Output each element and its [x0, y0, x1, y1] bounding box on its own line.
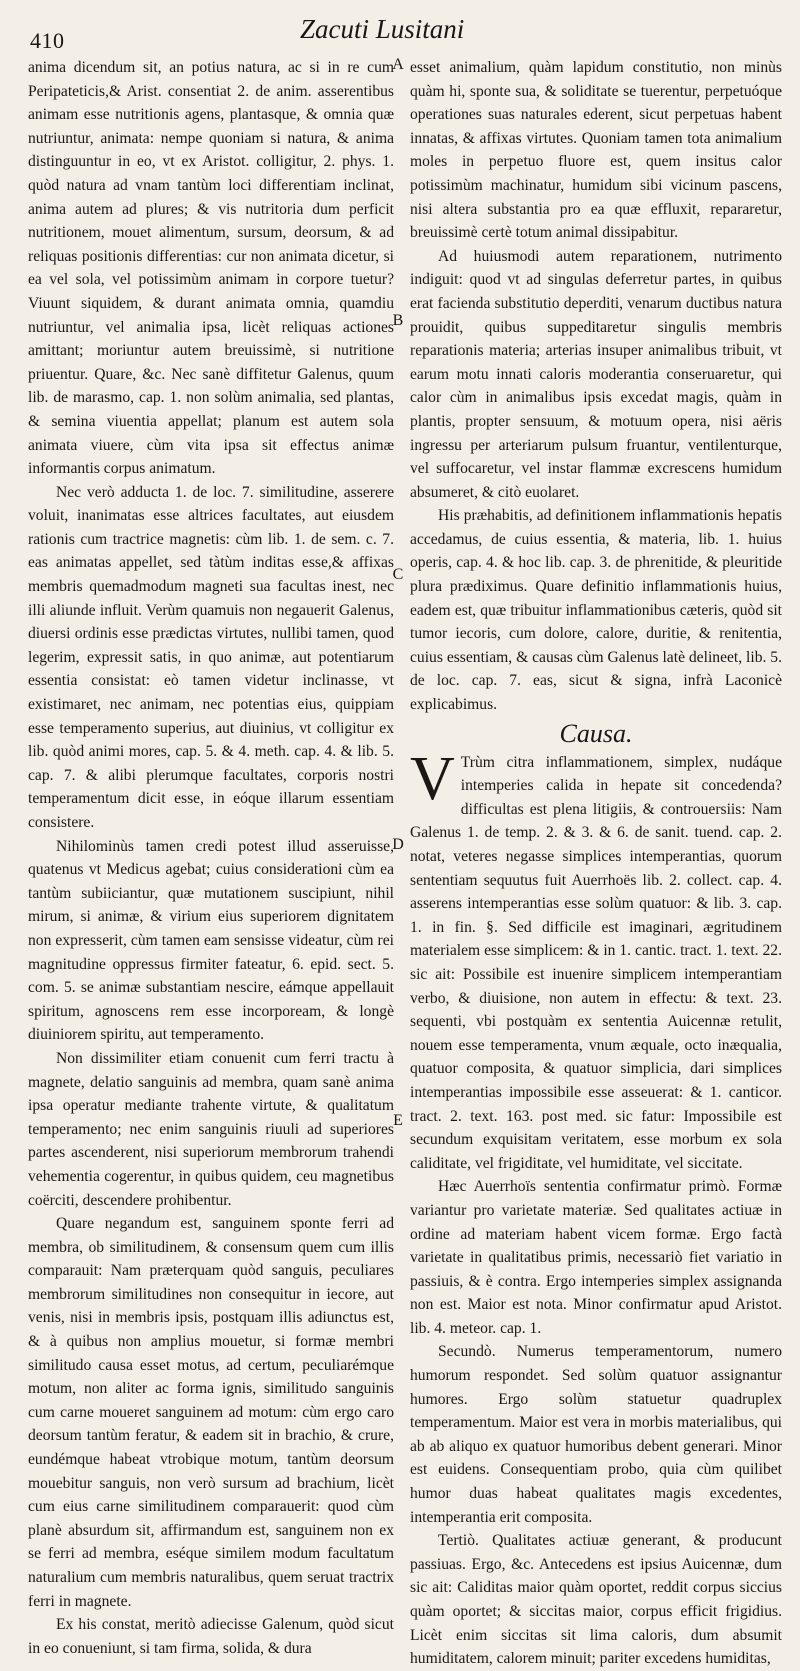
page-number: 410	[30, 28, 65, 53]
margin-marker-b: B	[392, 312, 404, 329]
margin-marker-d: D	[392, 836, 404, 853]
margin-marker-c: C	[392, 566, 404, 583]
dropcap: V	[410, 744, 455, 813]
paragraph: Secundò. Numerus temperamentorum, numero humorum respondet. Sed solùm quatuor assignantur humores. Ergo solùm statuetur quadruplex temperamentum. Maior est vera in morbis materialibus, qui ab ab aliquo ex quatuor humoribus debent generari. Minor est euidens. Consequentiam probo, quia cùm quilibet humor duas habeat qualitates magis excedentes, intemperantia erit composita.	[410, 1343, 782, 1526]
paragraph: Tertiò. Qualitates actiuæ generant, & producunt passiuas. Ergo, &c. Antecedens est ipsius Auicennæ, dum sic ait: Caliditas maior quàm oportet, reddit corpus siccius quàm oportet; & siccitas maior, corpus efficit frigidius. Licèt enim siccitas sit lima caloris, dum absumit humiditatem, calorem minuit; pariter excedens humiditas,	[410, 1532, 782, 1668]
paragraph: Quare negandum est, sanguinem sponte ferri ad membra, ob similitudinem, & consensum quem cum illis comparauit: Nam præterquam quòd sanguis, peculiares membrorum similitudines non consequitur in iecore, aut venis, nisi in membris ipsis, postquam illis adiunctus est, & à quibus non amplius mouetur, si formæ membri similitudo causa esset motus, ad certum, peculiarémque motum, non aliter ac forma ignis, similitudo sanguinis cum carne moueret sanguinem ad motum: cùm ergo caro deorsum tantùm feratur, & eadem sit in brachio, & crure, eundémque habeat vtrobique motum, tantùm deorsum mouebitur sanguis, non verò sursum ad brachium, licèt cum eius carne similitudinem comparauerit: quod cùm planè absurdum sit, affirmandum est, sanguinem non ex se ferri ad membra, eséque similem modum facultatum naturalium cum membris naturalibus, quem seruat tractrix ferri in magnete.	[28, 1215, 394, 1610]
margin-marker-a: A	[392, 56, 404, 73]
right-column	[410, 56, 782, 1671]
paragraph: Nihilominùs tamen credi potest illud asseruisse, quatenus vt Medicus agebat; cuius considerationi cùm ea tantùm subiiciantur, quæ mutationem suscipiunt, nihil mirum, si animæ, & virium eius superiorem dignitatem non expresserit, cùm tamen eam sensisse videatur, cùm rei magnitudine oppressus firmiter fateatur, 6. epid. sect. 5. com. 5. se animæ substantiam nescire, eámque appellauit spiritum, agnoscens rem esse incorpoream, & longè diuiniorem spiritu, aut temperamento.	[28, 837, 394, 1044]
paragraph: Ad huiusmodi autem reparationem, nutrimento indiguit: quod vt ad singulas deferretur partes, in quibus erat facienda substitutio deperditi, venarum ductibus natura prouidit, quibus suppeditaretur singulis membris reparationis materia; arterias insuper animalibus tribuit, vt earum motu innati caloris moderantia conseruaretur, qui calor cùm in animalibus ipsis excedat magis, quàm in plantis, propter sensuum, & motuum opera, nisi aëris ingressu per arteriarum pulsum fruantur, ventilenturque, vel suffocaretur, vel instar flammæ excrescens humidum absumeret, & citò euolaret.	[410, 247, 782, 501]
paragraph: Non dissimiliter etiam conuenit cum ferri tractu à magnete, delatio sanguinis ad membra, quam sanè anima ipsa operatur mediante trahente virtute, & qualitatum temperamento; nec enim sanguinis riuuli ad superiores partes ascenderent, nisi superiorum membrorum trahendi vehementia cogerentur, in quibus quidem, ceu magnetibus coërciti, descendere prohibentur.	[28, 1049, 394, 1209]
running-head: Zacuti Lusitani	[300, 14, 465, 44]
paragraph: Hæc Auerrhoïs sententia confirmatur primò. Formæ variantur pro varietate materiæ. Sed qualitates actiuæ in ordine ad materiam habent vicem formæ. Ergo factà varietate in qualitatibus primis, necessariò fiet variatio in passiuis, & è contra. Ergo intemperies simplex assignanda non est. Maior est nota. Minor confirmatur apud Aristot. lib. 4. meteor. cap. 1.	[410, 1178, 782, 1337]
paragraph: Ex his constat, meritò adiecisse Galenum, quòd sicut in eo conueniunt, si tam firma, solida, & dura	[28, 1616, 394, 1657]
dropcap-paragraph	[410, 744, 782, 1176]
paragraph: anima dicendum sit, an potius natura, ac si in re cum Peripateticis,& Arist. consentiat 2. de anim. asserentibus animam esse nutritionis agens, plantasque, & omnia quæ nutriuntur, animata: nempe quoniam si natura, & anima distinguuntur in eo, vt ex Aristot. colligitur, 2. phys. 1. quòd natura ad vnam tantùm loci differentiam inclinat, anima autem ad plures; & vis nutritoria dum perficit nutritionem, mouet alimentum, sursum, deorsum, & ad reliquas positionis differentias: cur non animata dicetur, si ea vel sola, vel potissimùm animam in corpore tuetur? Viuunt siquidem, & durant animata omnia, quamdiu nutriuntur, vel animalia ipsa, licèt reliquas actiones amittant; moriuntur autem breuissimè, si nutritione priuentur. Quare, &c. Nec sanè diffitetur Galenus, quum lib. de marasmo, cap. 1. non solùm animalia, sed plantas, & semina viuentia appellat; planum est autem sola animata viuere, cùm vita ipsa sit effectus animæ informantis corpus animatum.	[28, 59, 394, 478]
left-column	[28, 56, 394, 1660]
page-header	[0, 10, 800, 56]
paragraph: Nec verò adducta 1. de loc. 7. similitudine, asserere voluit, inanimatas esse altrices facultates, aut eiusdem rationis cum tractrice magnetis: cùm lib. 1. de sem. c. 7. eas animatas appellet, sed tàtùm inditas esse,& affixas membris quemadmodum magneti sua facultas inest, nec illi aliunde influit. Verùm quamuis non negauerit Galenus, diuersi ordinis esse prædictas virtutes, nullibi tamen, quod legerim, expressit satis, in quo animæ, aut potentiarum essentia consistat: eò tamen videtur inclinasse, vt existimaret, nec animam, nec potentias eius, quippiam esse temperamento superius, aut diuinius, vt colligitur ex lib. quòd animi mores, cap. 5. & 4. meth. cap. 4. & lib. 5. cap. 7. & alibi plerumque facultates, corporis nostri temperamentum dicit esse, in eóque illarum essentiam consistere.	[28, 483, 394, 831]
margin-marker-e: E	[393, 1112, 403, 1129]
section-title: Causa.	[559, 718, 633, 748]
paragraph: esset animalium, quàm lapidum constitutio, non minùs quàm hi, sponte sua, & soliditate se tuerentur, perpetuóque operationes suas naturales ederent, sicut perpetuas habent innatas, & affixas virtutes. Quoniam tamen tota animalium moles in perpetuo fluore est, quem insitus calor potissimùm machinatur, humidum sibi vicinum pascens, nisi altera substantia pro ea quæ effluxit, repararetur, breuissimè certè totum animal dissipabitur.	[410, 59, 782, 242]
paragraph: Trùm citra inflammationem, simplex, nudáque intemperies calida in hepate sit concedenda? difficultas est plena litigiis, & controuersiis: Nam Galenus 1. de temp. 2. & 3. & 6. de sanit. tuend. cap. 2. notat, veteres negasse simplices intemperantias, quorum sententiam sequutus fuit Auerrhoës lib. 2. collect. cap. 4. asserens intemperantias esse solùm quatuor: & lib. 3. cap. 1. in fin. §. Sed difficile est imaginari, ægritudinem materialem esse simplicem: & in 1. cantic. tract. 1. text. 22. sic ait: Possibile est inuenire simplicem intemperantiam verbo, & diuisione, non autem in effectu: & text. 23. sequenti, vbi postquàm ex sententia Auicennæ retulit, nouem esse temperamenta, vnum æquale, octo inæqualia, quatuor composita, & quatuor simplicia, dari simplices intemperantias impossibile esse asseuerat: & 1. canticor. tract. 2. text. 163. post med. sic fatur: Impossibile est secundum exquisitam veritatem, esse morbum ex sola caliditate, vel frigiditate, vel humiditate, vel siccitate.	[410, 753, 782, 1172]
paragraph: His præhabitis, ad definitionem inflammationis hepatis accedamus, de cuius essentia, & materia, lib. 1. huius operis, cap. 4. & hoc lib. cap. 3. de phrenitide, & pleuritide plura prædiximus. Quare definitio inflammationis huius, eadem est, quæ tribuitur inflammationibus cæteris, quòd sit tumor iecoris, cum dolore, calore, duritie, & renitentia, cuius essentiam, & causas cùm Galenus latè delineet, lib. 5. de loc. cap. 7. eas, sicut & signa, infrà Laconicè explicabimus.	[410, 507, 782, 714]
